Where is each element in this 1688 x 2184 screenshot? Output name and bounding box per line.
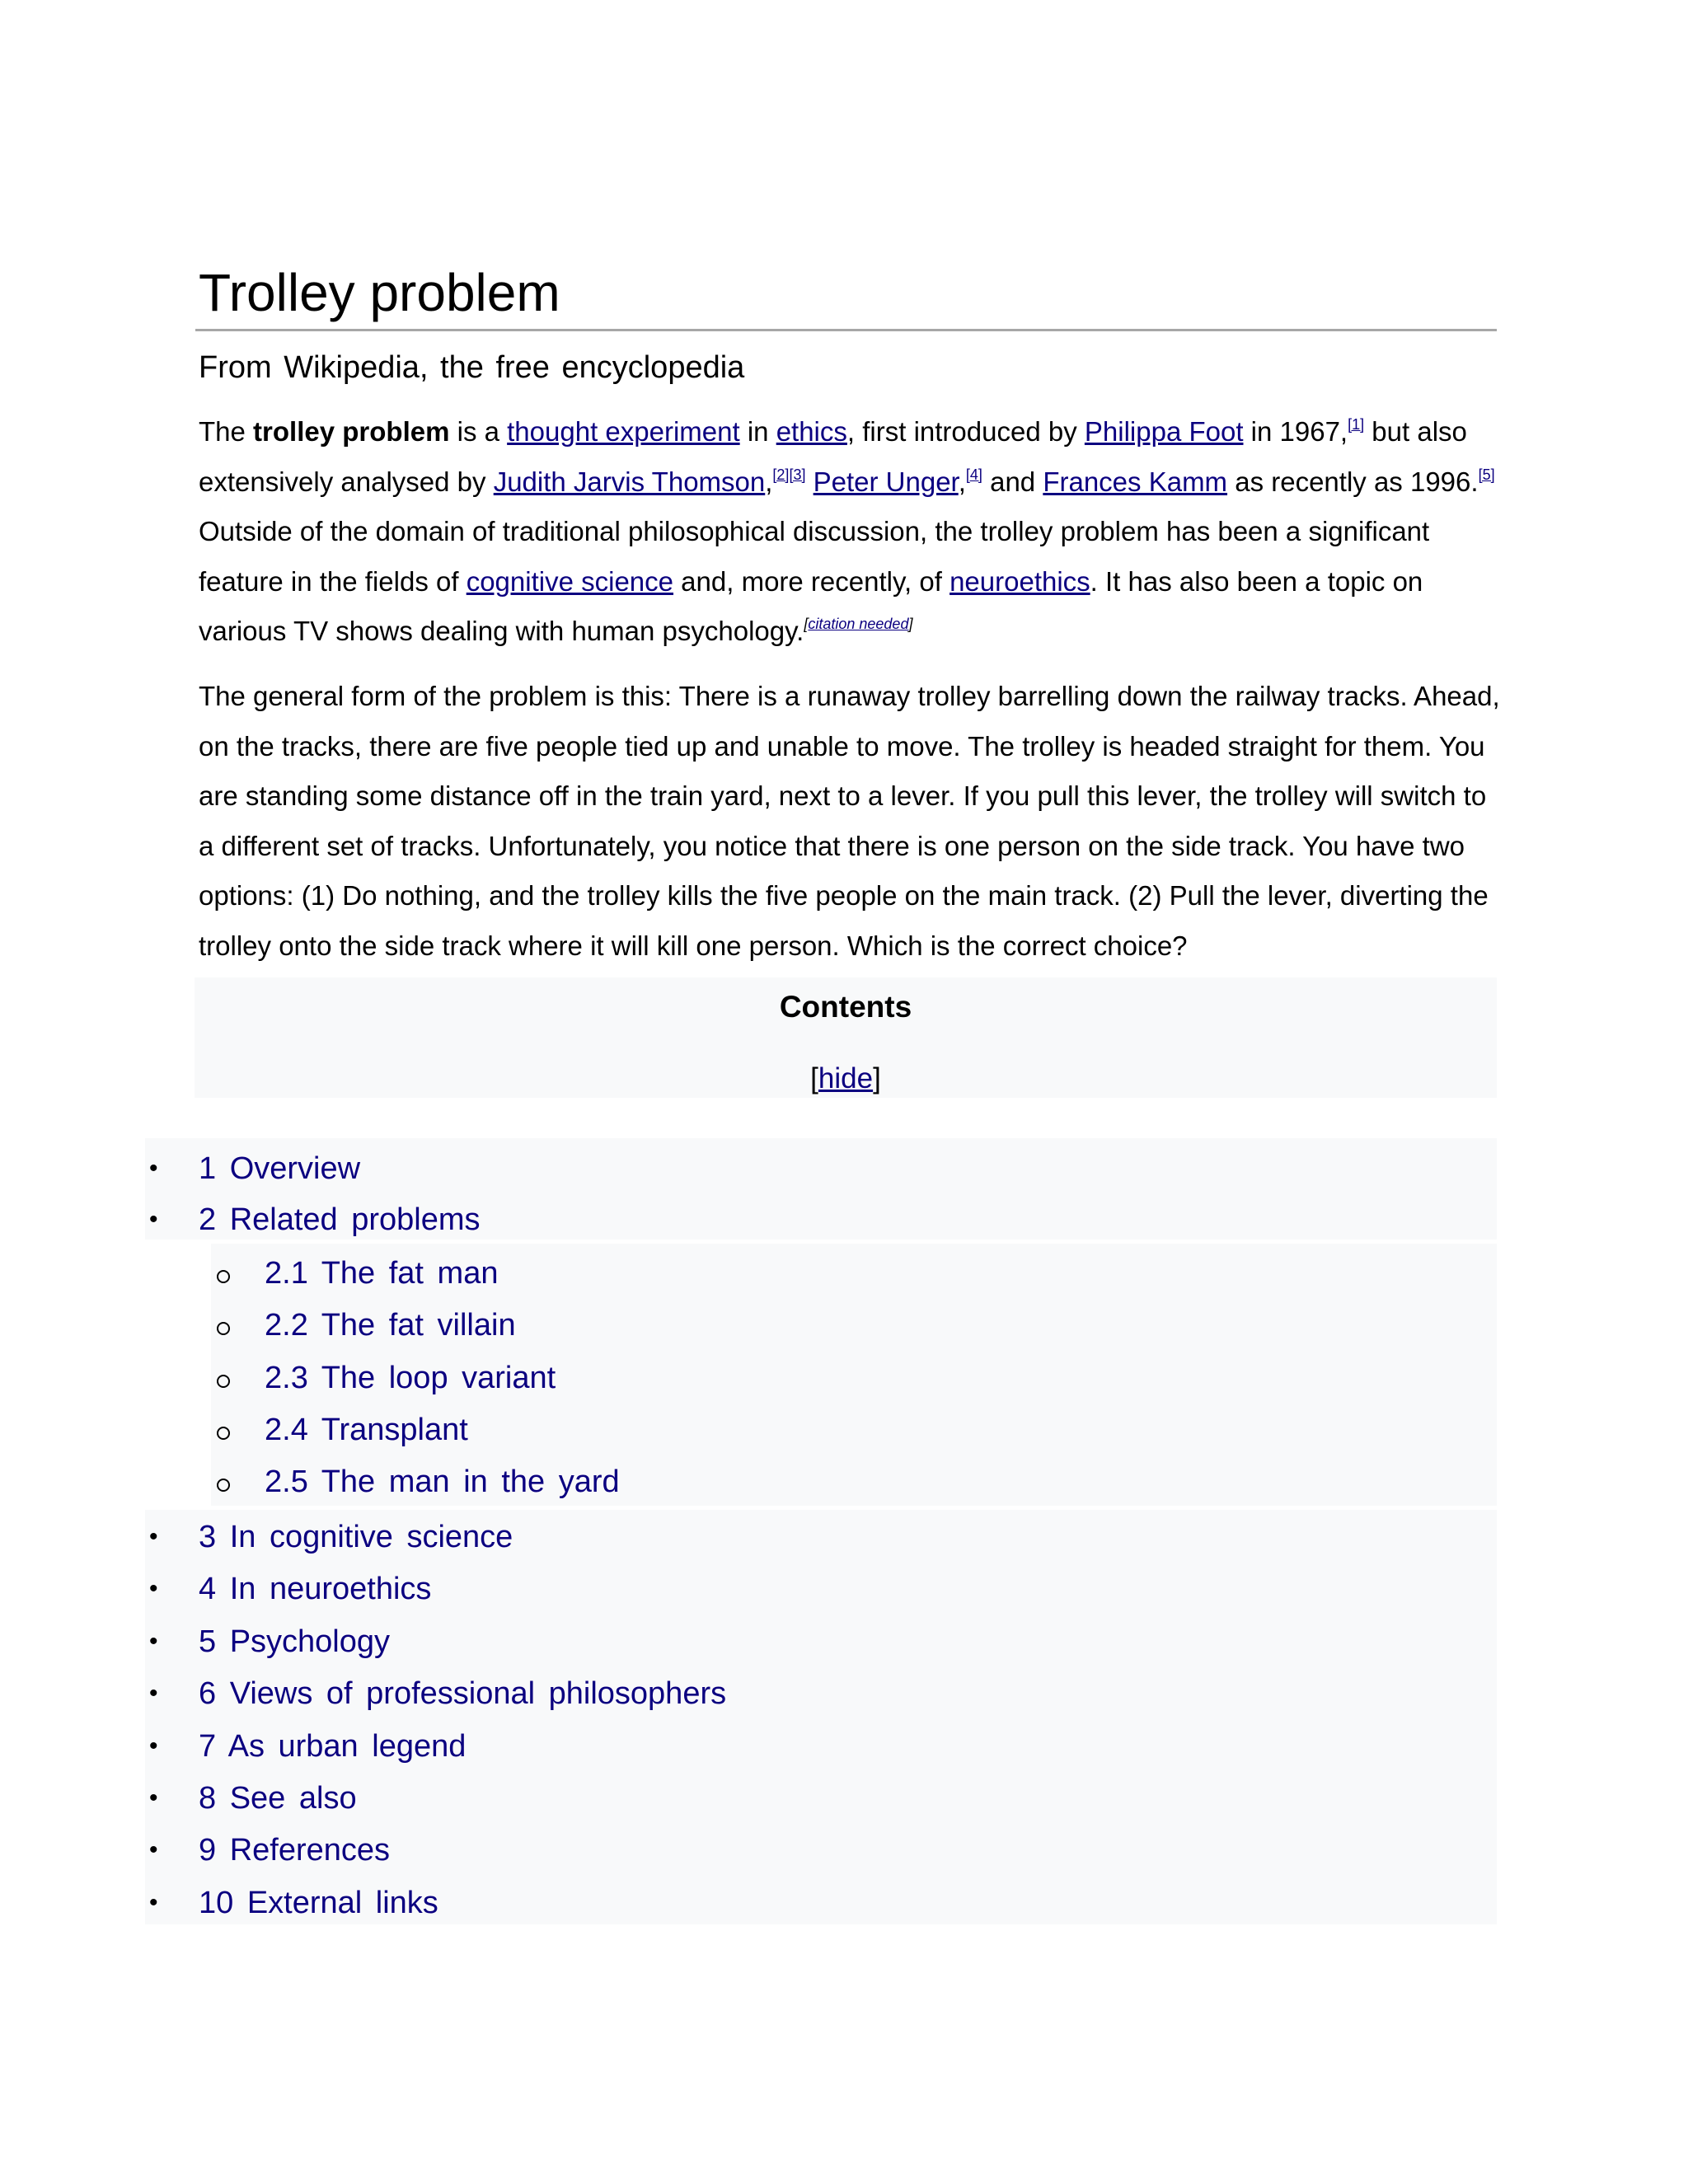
link-frances-kamm[interactable]: Frances Kamm	[1043, 466, 1228, 497]
bullet-icon: •	[149, 1155, 158, 1182]
circle-bullet-icon	[217, 1375, 230, 1388]
toc-item-label: 2.3 The loop variant	[265, 1361, 556, 1395]
page-title: Trolley problem	[199, 263, 560, 322]
bold-term: trolley problem	[253, 416, 450, 447]
intro-text: in 1967,	[1243, 416, 1348, 447]
toc-item-label: 4 In neuroethics	[199, 1572, 432, 1606]
toc-item-external-links[interactable]	[0, 1877, 1497, 1929]
link-thought-experiment[interactable]: thought experiment	[507, 416, 740, 447]
intro-text: The	[199, 416, 254, 447]
toc-item-see-also[interactable]	[0, 1773, 1497, 1824]
intro-text: ,	[765, 466, 773, 497]
toc-item-label: 2.1 The fat man	[265, 1256, 499, 1291]
reference-link-4[interactable]: [4]	[965, 466, 982, 483]
intro-text: and, more recently, of	[673, 565, 950, 597]
reference-1	[1348, 416, 1364, 433]
intro-text: is a	[449, 416, 508, 447]
bullet-icon: •	[149, 1680, 158, 1707]
toc-item-label: 6 Views of professional philosophers	[199, 1676, 727, 1711]
toc-header	[195, 977, 1497, 1098]
title-divider	[195, 329, 1497, 331]
link-philippa-foot[interactable]: Philippa Foot	[1084, 416, 1244, 447]
reference-5	[1479, 466, 1495, 483]
intro-paragraph-2: The general form of the problem is this: There is a runaway trolley barrelling down the railway tracks. Ahead, on the tracks, there are five people tied up and unable to move. The trolley is headed straight for them. You are standing some distance off in the train yard, next to a lever. If you pull this lever, the trolley will switch to a different set of tracks. Unfortunately, you notice that there is one person on the side track. You have two options: (1) Do nothing, and the trolley kills the five people on the main track. (2) Pull the lever, diverting the trolley onto the side track where it will kill one person. Which is the correct choice?	[199, 681, 1500, 961]
intro-paragraph-1	[199, 407, 1501, 657]
bullet-icon: •	[149, 1206, 158, 1233]
bullet-icon: •	[149, 1523, 158, 1550]
intro-text: , first introduced by	[846, 416, 1085, 447]
reference-link-3[interactable]: [3]	[789, 466, 806, 483]
bullet-icon: •	[149, 1732, 158, 1760]
circle-bullet-icon	[217, 1427, 230, 1440]
toc-item-cognitive-science[interactable]	[0, 1511, 1497, 1563]
toc-item-label: 7 As urban legend	[199, 1729, 467, 1764]
citation-needed-link[interactable]: citation needed	[808, 616, 909, 632]
bullet-icon: •	[149, 1784, 158, 1811]
citation-needed	[804, 616, 912, 632]
toc-item-neuroethics[interactable]	[0, 1563, 1497, 1615]
intro-text: ,	[958, 466, 966, 497]
toc-subitem-fat-villain[interactable]	[0, 1300, 1497, 1351]
intro-text: as recently as 1996.	[1227, 466, 1479, 497]
toc-item-label: 9 References	[199, 1833, 391, 1868]
toc-item-label: 3 In cognitive science	[199, 1520, 513, 1554]
toggle-bracket: ]	[873, 1062, 881, 1094]
toc-item-label: 2 Related problems	[199, 1202, 481, 1237]
toc-item-references[interactable]	[0, 1825, 1497, 1876]
link-peter-unger[interactable]: Peter Unger	[813, 466, 959, 497]
toggle-bracket: [	[810, 1062, 818, 1094]
reference-link-5[interactable]: [5]	[1478, 466, 1495, 483]
link-neuroethics[interactable]: neuroethics	[950, 565, 1090, 597]
bullet-icon: •	[149, 1836, 158, 1863]
site-tagline: From Wikipedia, the free encyclopedia	[199, 350, 745, 385]
intro-text: in	[739, 416, 776, 447]
toc-item-label: 2.2 The fat villain	[265, 1308, 516, 1343]
reference-link-1[interactable]: [1]	[1348, 416, 1365, 433]
toc-item-related-problems[interactable]	[0, 1194, 1497, 1245]
toc-toggle	[195, 1060, 1497, 1098]
toc-item-urban-legend[interactable]	[0, 1721, 1497, 1772]
link-cognitive-science[interactable]: cognitive science	[466, 565, 674, 597]
toc-hide-link[interactable]: hide	[818, 1062, 874, 1094]
reference-4	[966, 466, 982, 483]
toc-item-label: 1 Overview	[199, 1151, 361, 1186]
intro-text	[805, 466, 813, 497]
toc-item-label: 2.5 The man in the yard	[265, 1465, 620, 1499]
reference-2	[772, 466, 805, 483]
intro-text: Outside of the domain of traditional philosophical discussion, the trolley problem has been a significant feature in the fields of	[199, 516, 1430, 597]
bullet-icon: •	[149, 1628, 158, 1655]
citation-bracket: [	[804, 616, 809, 632]
intro-text: . It has also been a topic on various TV shows dealing with human psychology.	[199, 565, 1423, 646]
toc-item-label: 10 External links	[199, 1886, 438, 1920]
intro-text: but also extensively analysed by	[199, 416, 1467, 497]
circle-bullet-icon	[217, 1479, 230, 1492]
circle-bullet-icon	[217, 1322, 230, 1335]
toc-subitem-fat-man[interactable]	[0, 1248, 1497, 1299]
citation-bracket: ]	[908, 616, 913, 632]
toc-item-overview[interactable]	[0, 1143, 1497, 1194]
toc-item-label: 2.4 Transplant	[265, 1413, 468, 1447]
toc-item-label: 8 See also	[199, 1781, 357, 1816]
link-ethics[interactable]: ethics	[776, 416, 847, 447]
toc-item-psychology[interactable]	[0, 1616, 1497, 1667]
toc-title: Contents	[779, 990, 912, 1024]
toc-subitem-man-in-yard[interactable]	[0, 1456, 1497, 1507]
intro-text: and	[982, 466, 1043, 497]
link-judith-jarvis-thomson[interactable]: Judith Jarvis Thomson	[493, 466, 766, 497]
circle-bullet-icon	[217, 1270, 230, 1283]
bullet-icon: •	[149, 1889, 158, 1916]
toc-item-label: 5 Psychology	[199, 1624, 391, 1659]
toc-subitem-transplant[interactable]	[0, 1404, 1497, 1455]
reference-link-2[interactable]: [2]	[772, 466, 790, 483]
toc-subitem-loop-variant[interactable]	[0, 1352, 1497, 1404]
toc-item-views-philosophers[interactable]	[0, 1668, 1497, 1719]
bullet-icon: •	[149, 1575, 158, 1602]
